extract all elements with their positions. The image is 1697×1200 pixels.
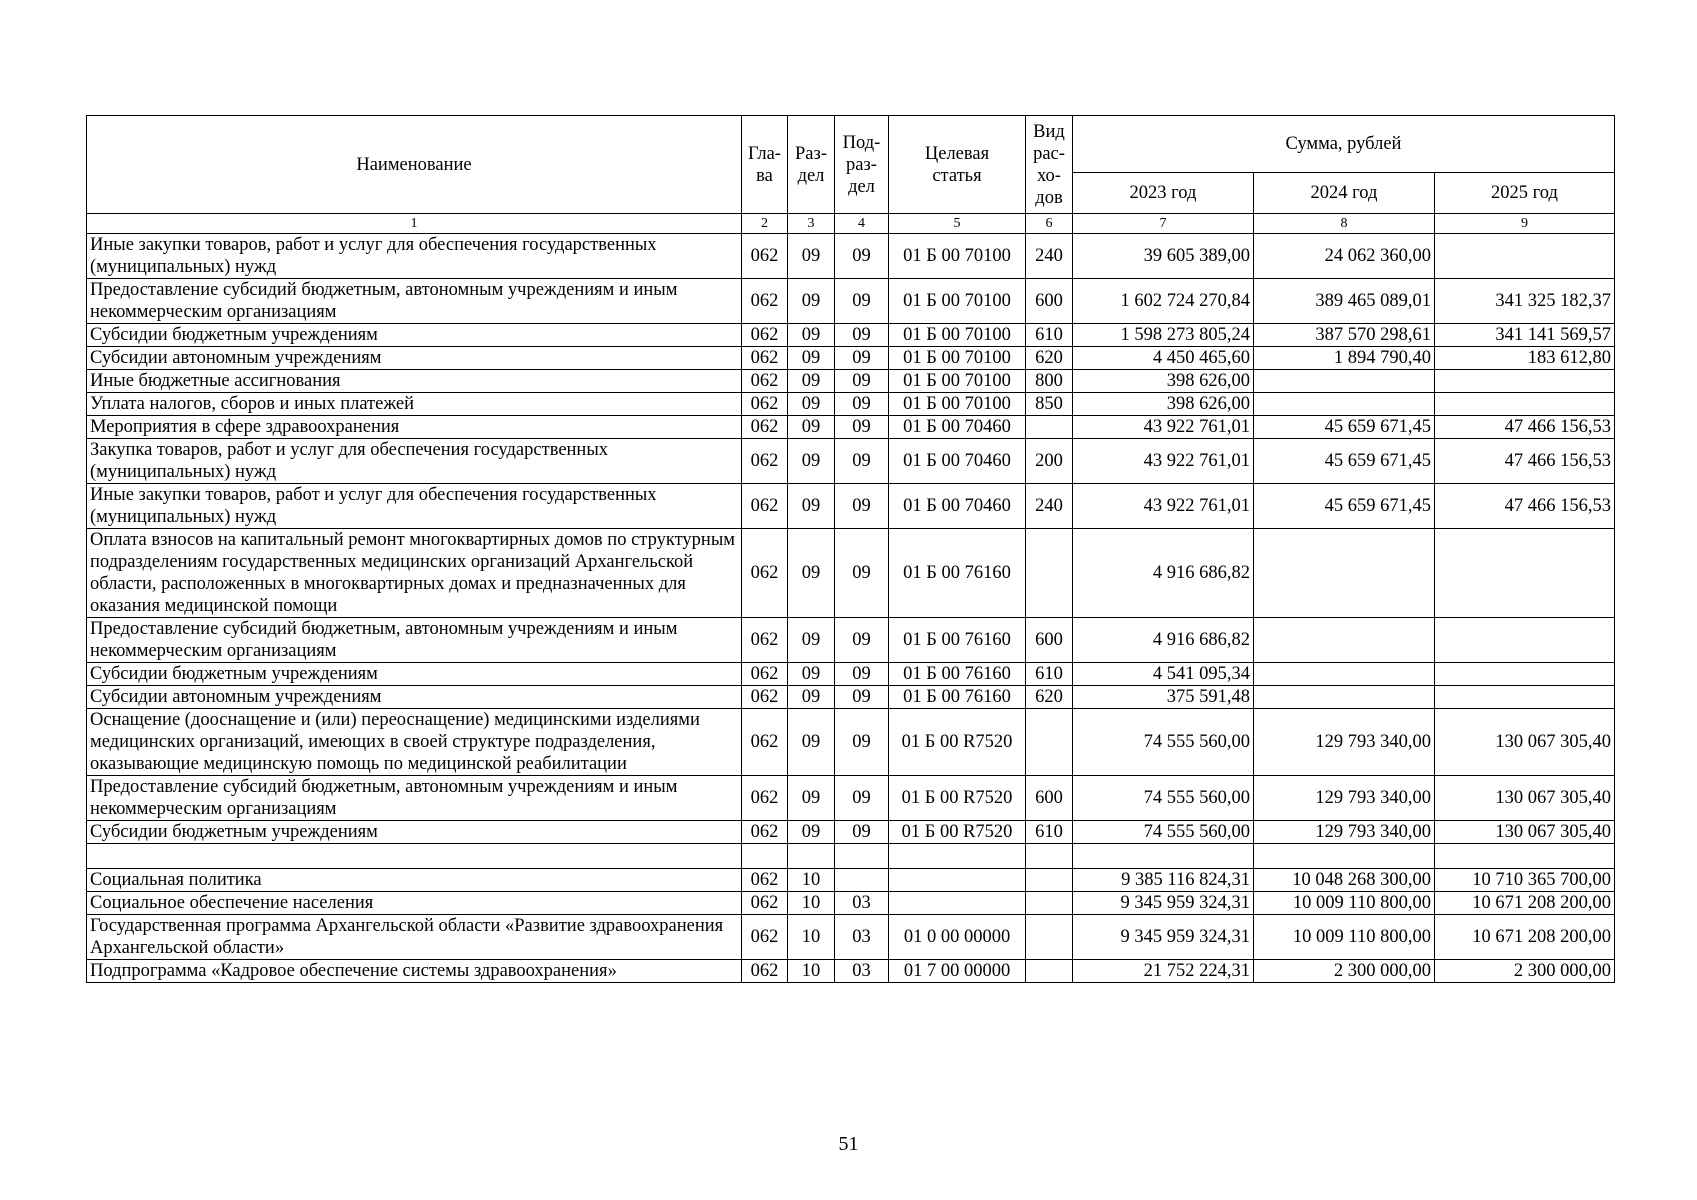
cell-celevaya-statya: 01 Б 00 76160: [889, 663, 1026, 686]
row-name: Оснащение (дооснащение и (или) переоснащение) медицинскими изделиями медицинских организаций, имеющих в своей структуре подразделения, оказывающие медицинскую помощь по медицинской реабилитации: [87, 709, 742, 776]
cell-sum-2025: [1435, 663, 1615, 686]
cell-glava: 062: [742, 892, 788, 915]
cell-sum-2023: 9 385 116 824,31: [1073, 869, 1254, 892]
cell-sum-2023: 9 345 959 324,31: [1073, 915, 1254, 960]
cell-podrazdel: 09: [835, 484, 889, 529]
cell-sum-2023: 4 916 686,82: [1073, 618, 1254, 663]
table-row: [87, 915, 1615, 960]
column-number: 5: [889, 214, 1026, 234]
cell-sum-2024: 45 659 671,45: [1254, 439, 1435, 484]
cell-glava: 062: [742, 393, 788, 416]
column-number-row: [87, 214, 1615, 234]
cell-vid-rashodov: 600: [1026, 279, 1073, 324]
cell-podrazdel: 09: [835, 347, 889, 370]
cell-celevaya-statya: 01 Б 00 76160: [889, 686, 1026, 709]
cell-sum-2023: 1 602 724 270,84: [1073, 279, 1254, 324]
cell-podrazdel: 03: [835, 915, 889, 960]
budget-table: [86, 115, 1615, 983]
table-row: [87, 960, 1615, 983]
header-year-2024: 2024 год: [1254, 173, 1435, 214]
cell-glava: 062: [742, 370, 788, 393]
row-name: Уплата налогов, сборов и иных платежей: [87, 393, 742, 416]
table-row: [87, 529, 1615, 618]
cell-glava: 062: [742, 686, 788, 709]
header-vid-rashodov: Вид рас- хо- дов: [1026, 116, 1073, 214]
header-year-2023: 2023 год: [1073, 173, 1254, 214]
column-number: 1: [87, 214, 742, 234]
cell-vid-rashodov: 620: [1026, 347, 1073, 370]
cell-glava: 062: [742, 234, 788, 279]
cell-celevaya-statya: 01 7 00 00000: [889, 960, 1026, 983]
cell-glava: 062: [742, 347, 788, 370]
cell-sum-2023: 43 922 761,01: [1073, 484, 1254, 529]
cell-razdel: [788, 844, 835, 869]
cell-sum-2023: 21 752 224,31: [1073, 960, 1254, 983]
row-name: Субсидии бюджетным учреждениям: [87, 324, 742, 347]
cell-sum-2025: 10 671 208 200,00: [1435, 915, 1615, 960]
table-row: [87, 370, 1615, 393]
header-podrazdel: Под- раз- дел: [835, 116, 889, 214]
cell-sum-2023: 398 626,00: [1073, 393, 1254, 416]
cell-sum-2023: 4 541 095,34: [1073, 663, 1254, 686]
table-row: [87, 776, 1615, 821]
cell-sum-2024: 1 894 790,40: [1254, 347, 1435, 370]
cell-sum-2025: [1435, 370, 1615, 393]
row-name: Иные закупки товаров, работ и услуг для обеспечения государственных (муниципальных) нужд: [87, 234, 742, 279]
cell-celevaya-statya: 01 Б 00 76160: [889, 529, 1026, 618]
cell-sum-2024: 129 793 340,00: [1254, 821, 1435, 844]
cell-sum-2024: 10 009 110 800,00: [1254, 915, 1435, 960]
cell-sum-2025: [1435, 234, 1615, 279]
cell-sum-2023: 375 591,48: [1073, 686, 1254, 709]
cell-glava: 062: [742, 324, 788, 347]
cell-sum-2024: 10 009 110 800,00: [1254, 892, 1435, 915]
row-name: Закупка товаров, работ и услуг для обеспечения государственных (муниципальных) нужд: [87, 439, 742, 484]
cell-vid-rashodov: [1026, 915, 1073, 960]
cell-glava: 062: [742, 279, 788, 324]
cell-podrazdel: 09: [835, 686, 889, 709]
cell-vid-rashodov: 240: [1026, 484, 1073, 529]
cell-glava: 062: [742, 709, 788, 776]
cell-razdel: 09: [788, 370, 835, 393]
cell-glava: 062: [742, 776, 788, 821]
cell-glava: 062: [742, 618, 788, 663]
cell-podrazdel: 09: [835, 618, 889, 663]
cell-sum-2023: 43 922 761,01: [1073, 439, 1254, 484]
cell-vid-rashodov: 240: [1026, 234, 1073, 279]
cell-glava: 062: [742, 960, 788, 983]
cell-vid-rashodov: 610: [1026, 324, 1073, 347]
table-row: [87, 234, 1615, 279]
cell-sum-2024: [1254, 844, 1435, 869]
header-glava: Гла- ва: [742, 116, 788, 214]
column-number: 4: [835, 214, 889, 234]
cell-razdel: 10: [788, 869, 835, 892]
cell-sum-2024: 24 062 360,00: [1254, 234, 1435, 279]
cell-sum-2024: [1254, 529, 1435, 618]
cell-podrazdel: 09: [835, 439, 889, 484]
table-row: [87, 279, 1615, 324]
cell-vid-rashodov: 600: [1026, 776, 1073, 821]
cell-razdel: 09: [788, 618, 835, 663]
column-number: 9: [1435, 214, 1615, 234]
cell-sum-2023: 74 555 560,00: [1073, 821, 1254, 844]
row-name: Мероприятия в сфере здравоохранения: [87, 416, 742, 439]
cell-podrazdel: 09: [835, 529, 889, 618]
cell-glava: 062: [742, 869, 788, 892]
cell-podrazdel: 09: [835, 663, 889, 686]
cell-razdel: 10: [788, 892, 835, 915]
row-name: Предоставление субсидий бюджетным, автономным учреждениям и иным некоммерческим организациям: [87, 618, 742, 663]
table-row: [87, 709, 1615, 776]
table-row: [87, 844, 1615, 869]
cell-vid-rashodov: 200: [1026, 439, 1073, 484]
cell-razdel: 09: [788, 416, 835, 439]
cell-sum-2023: 398 626,00: [1073, 370, 1254, 393]
row-name: Социальное обеспечение населения: [87, 892, 742, 915]
cell-sum-2025: 130 067 305,40: [1435, 821, 1615, 844]
cell-sum-2025: [1435, 393, 1615, 416]
cell-vid-rashodov: [1026, 844, 1073, 869]
cell-razdel: 09: [788, 776, 835, 821]
table-row: [87, 663, 1615, 686]
cell-vid-rashodov: 850: [1026, 393, 1073, 416]
cell-sum-2025: 47 466 156,53: [1435, 439, 1615, 484]
header-sum: Сумма, рублей: [1073, 116, 1615, 173]
cell-sum-2023: 74 555 560,00: [1073, 776, 1254, 821]
header-name: Наименование: [87, 116, 742, 214]
cell-sum-2023: 4 916 686,82: [1073, 529, 1254, 618]
column-number: 2: [742, 214, 788, 234]
table-row: [87, 618, 1615, 663]
cell-celevaya-statya: 01 Б 00 70100: [889, 324, 1026, 347]
cell-glava: 062: [742, 821, 788, 844]
table-row: [87, 892, 1615, 915]
cell-celevaya-statya: [889, 869, 1026, 892]
table-row: [87, 393, 1615, 416]
cell-podrazdel: 09: [835, 416, 889, 439]
cell-razdel: 09: [788, 484, 835, 529]
row-name: Государственная программа Архангельской области «Развитие здравоохранения Архангельской области»: [87, 915, 742, 960]
cell-razdel: 09: [788, 821, 835, 844]
cell-podrazdel: 09: [835, 776, 889, 821]
cell-sum-2024: [1254, 663, 1435, 686]
cell-podrazdel: 09: [835, 821, 889, 844]
cell-sum-2023: 1 598 273 805,24: [1073, 324, 1254, 347]
cell-sum-2024: 129 793 340,00: [1254, 776, 1435, 821]
row-name: Оплата взносов на капитальный ремонт многоквартирных домов по структурным подразделениям государственных медицинских организаций Архангельской области, расположенных в многоквартирных домах и предназначенных для оказания медицинской помощи: [87, 529, 742, 618]
cell-sum-2024: [1254, 686, 1435, 709]
cell-vid-rashodov: [1026, 416, 1073, 439]
cell-sum-2023: 43 922 761,01: [1073, 416, 1254, 439]
cell-vid-rashodov: 800: [1026, 370, 1073, 393]
cell-celevaya-statya: 01 Б 00 70460: [889, 484, 1026, 529]
cell-razdel: 09: [788, 439, 835, 484]
cell-podrazdel: [835, 844, 889, 869]
cell-sum-2025: 130 067 305,40: [1435, 776, 1615, 821]
cell-podrazdel: 09: [835, 393, 889, 416]
table-row: [87, 416, 1615, 439]
cell-sum-2023: 39 605 389,00: [1073, 234, 1254, 279]
cell-razdel: 09: [788, 279, 835, 324]
cell-celevaya-statya: 01 Б 00 70100: [889, 393, 1026, 416]
cell-razdel: 10: [788, 915, 835, 960]
cell-sum-2024: 2 300 000,00: [1254, 960, 1435, 983]
cell-sum-2024: 389 465 089,01: [1254, 279, 1435, 324]
cell-sum-2023: 4 450 465,60: [1073, 347, 1254, 370]
cell-sum-2025: [1435, 529, 1615, 618]
cell-sum-2025: 47 466 156,53: [1435, 416, 1615, 439]
table-row: [87, 324, 1615, 347]
cell-vid-rashodov: [1026, 960, 1073, 983]
cell-celevaya-statya: 01 Б 00 70100: [889, 347, 1026, 370]
cell-razdel: 09: [788, 709, 835, 776]
table-body: [87, 234, 1615, 983]
row-name: Субсидии автономным учреждениям: [87, 347, 742, 370]
table-row: [87, 484, 1615, 529]
cell-podrazdel: 09: [835, 709, 889, 776]
page-number: 51: [838, 1133, 859, 1155]
cell-celevaya-statya: 01 Б 00 76160: [889, 618, 1026, 663]
cell-sum-2023: 74 555 560,00: [1073, 709, 1254, 776]
cell-sum-2024: 129 793 340,00: [1254, 709, 1435, 776]
cell-celevaya-statya: 01 Б 00 70100: [889, 234, 1026, 279]
cell-sum-2024: 45 659 671,45: [1254, 484, 1435, 529]
cell-razdel: 09: [788, 324, 835, 347]
cell-sum-2025: 47 466 156,53: [1435, 484, 1615, 529]
header-razdel: Раз- дел: [788, 116, 835, 214]
cell-sum-2025: 10 671 208 200,00: [1435, 892, 1615, 915]
cell-glava: 062: [742, 439, 788, 484]
column-number: 6: [1026, 214, 1073, 234]
cell-vid-rashodov: [1026, 529, 1073, 618]
row-name: Иные бюджетные ассигнования: [87, 370, 742, 393]
header-celevaya-statya: Целевая статья: [889, 116, 1026, 214]
cell-sum-2025: 341 141 569,57: [1435, 324, 1615, 347]
cell-vid-rashodov: [1026, 869, 1073, 892]
cell-razdel: 09: [788, 234, 835, 279]
column-number: 7: [1073, 214, 1254, 234]
cell-celevaya-statya: 01 0 00 00000: [889, 915, 1026, 960]
row-name: Субсидии бюджетным учреждениям: [87, 821, 742, 844]
cell-sum-2024: 45 659 671,45: [1254, 416, 1435, 439]
cell-vid-rashodov: 620: [1026, 686, 1073, 709]
cell-sum-2025: 2 300 000,00: [1435, 960, 1615, 983]
table-header: [87, 116, 1615, 234]
cell-sum-2023: [1073, 844, 1254, 869]
row-name: Иные закупки товаров, работ и услуг для обеспечения государственных (муниципальных) нужд: [87, 484, 742, 529]
cell-sum-2024: 387 570 298,61: [1254, 324, 1435, 347]
cell-vid-rashodov: [1026, 709, 1073, 776]
cell-podrazdel: 09: [835, 370, 889, 393]
row-name: Предоставление субсидий бюджетным, автономным учреждениям и иным некоммерческим организациям: [87, 279, 742, 324]
cell-sum-2025: [1435, 618, 1615, 663]
cell-celevaya-statya: 01 Б 00 70100: [889, 370, 1026, 393]
cell-celevaya-statya: 01 Б 00 70100: [889, 279, 1026, 324]
cell-podrazdel: 03: [835, 892, 889, 915]
cell-celevaya-statya: 01 Б 00 R7520: [889, 776, 1026, 821]
cell-celevaya-statya: 01 Б 00 70460: [889, 416, 1026, 439]
cell-glava: 062: [742, 663, 788, 686]
cell-celevaya-statya: [889, 892, 1026, 915]
cell-glava: 062: [742, 915, 788, 960]
cell-razdel: 09: [788, 686, 835, 709]
cell-vid-rashodov: 600: [1026, 618, 1073, 663]
cell-sum-2025: [1435, 686, 1615, 709]
cell-sum-2024: [1254, 370, 1435, 393]
cell-razdel: 09: [788, 393, 835, 416]
cell-sum-2025: 10 710 365 700,00: [1435, 869, 1615, 892]
cell-glava: 062: [742, 529, 788, 618]
cell-glava: [742, 844, 788, 869]
row-name: [87, 844, 742, 869]
table-row: [87, 869, 1615, 892]
cell-sum-2025: 130 067 305,40: [1435, 709, 1615, 776]
column-number: 8: [1254, 214, 1435, 234]
cell-razdel: 09: [788, 529, 835, 618]
cell-celevaya-statya: 01 Б 00 R7520: [889, 709, 1026, 776]
row-name: Подпрограмма «Кадровое обеспечение системы здравоохранения»: [87, 960, 742, 983]
row-name: Социальная политика: [87, 869, 742, 892]
row-name: Субсидии автономным учреждениям: [87, 686, 742, 709]
cell-sum-2025: [1435, 844, 1615, 869]
cell-sum-2025: 183 612,80: [1435, 347, 1615, 370]
cell-celevaya-statya: 01 Б 00 R7520: [889, 821, 1026, 844]
cell-sum-2024: [1254, 393, 1435, 416]
cell-razdel: 10: [788, 960, 835, 983]
row-name: Предоставление субсидий бюджетным, автономным учреждениям и иным некоммерческим организациям: [87, 776, 742, 821]
cell-celevaya-statya: [889, 844, 1026, 869]
cell-celevaya-statya: 01 Б 00 70460: [889, 439, 1026, 484]
cell-sum-2024: 10 048 268 300,00: [1254, 869, 1435, 892]
cell-razdel: 09: [788, 347, 835, 370]
table-row: [87, 686, 1615, 709]
cell-glava: 062: [742, 484, 788, 529]
cell-glava: 062: [742, 416, 788, 439]
table-row: [87, 347, 1615, 370]
cell-sum-2023: 9 345 959 324,31: [1073, 892, 1254, 915]
cell-sum-2025: 341 325 182,37: [1435, 279, 1615, 324]
cell-vid-rashodov: 610: [1026, 663, 1073, 686]
table-row: [87, 439, 1615, 484]
cell-vid-rashodov: 610: [1026, 821, 1073, 844]
header-year-2025: 2025 год: [1435, 173, 1615, 214]
cell-sum-2024: [1254, 618, 1435, 663]
row-name: Субсидии бюджетным учреждениям: [87, 663, 742, 686]
cell-podrazdel: 09: [835, 279, 889, 324]
table-row: [87, 821, 1615, 844]
cell-razdel: 09: [788, 663, 835, 686]
cell-vid-rashodov: [1026, 892, 1073, 915]
cell-podrazdel: 03: [835, 960, 889, 983]
column-number: 3: [788, 214, 835, 234]
cell-podrazdel: [835, 869, 889, 892]
cell-podrazdel: 09: [835, 324, 889, 347]
cell-podrazdel: 09: [835, 234, 889, 279]
